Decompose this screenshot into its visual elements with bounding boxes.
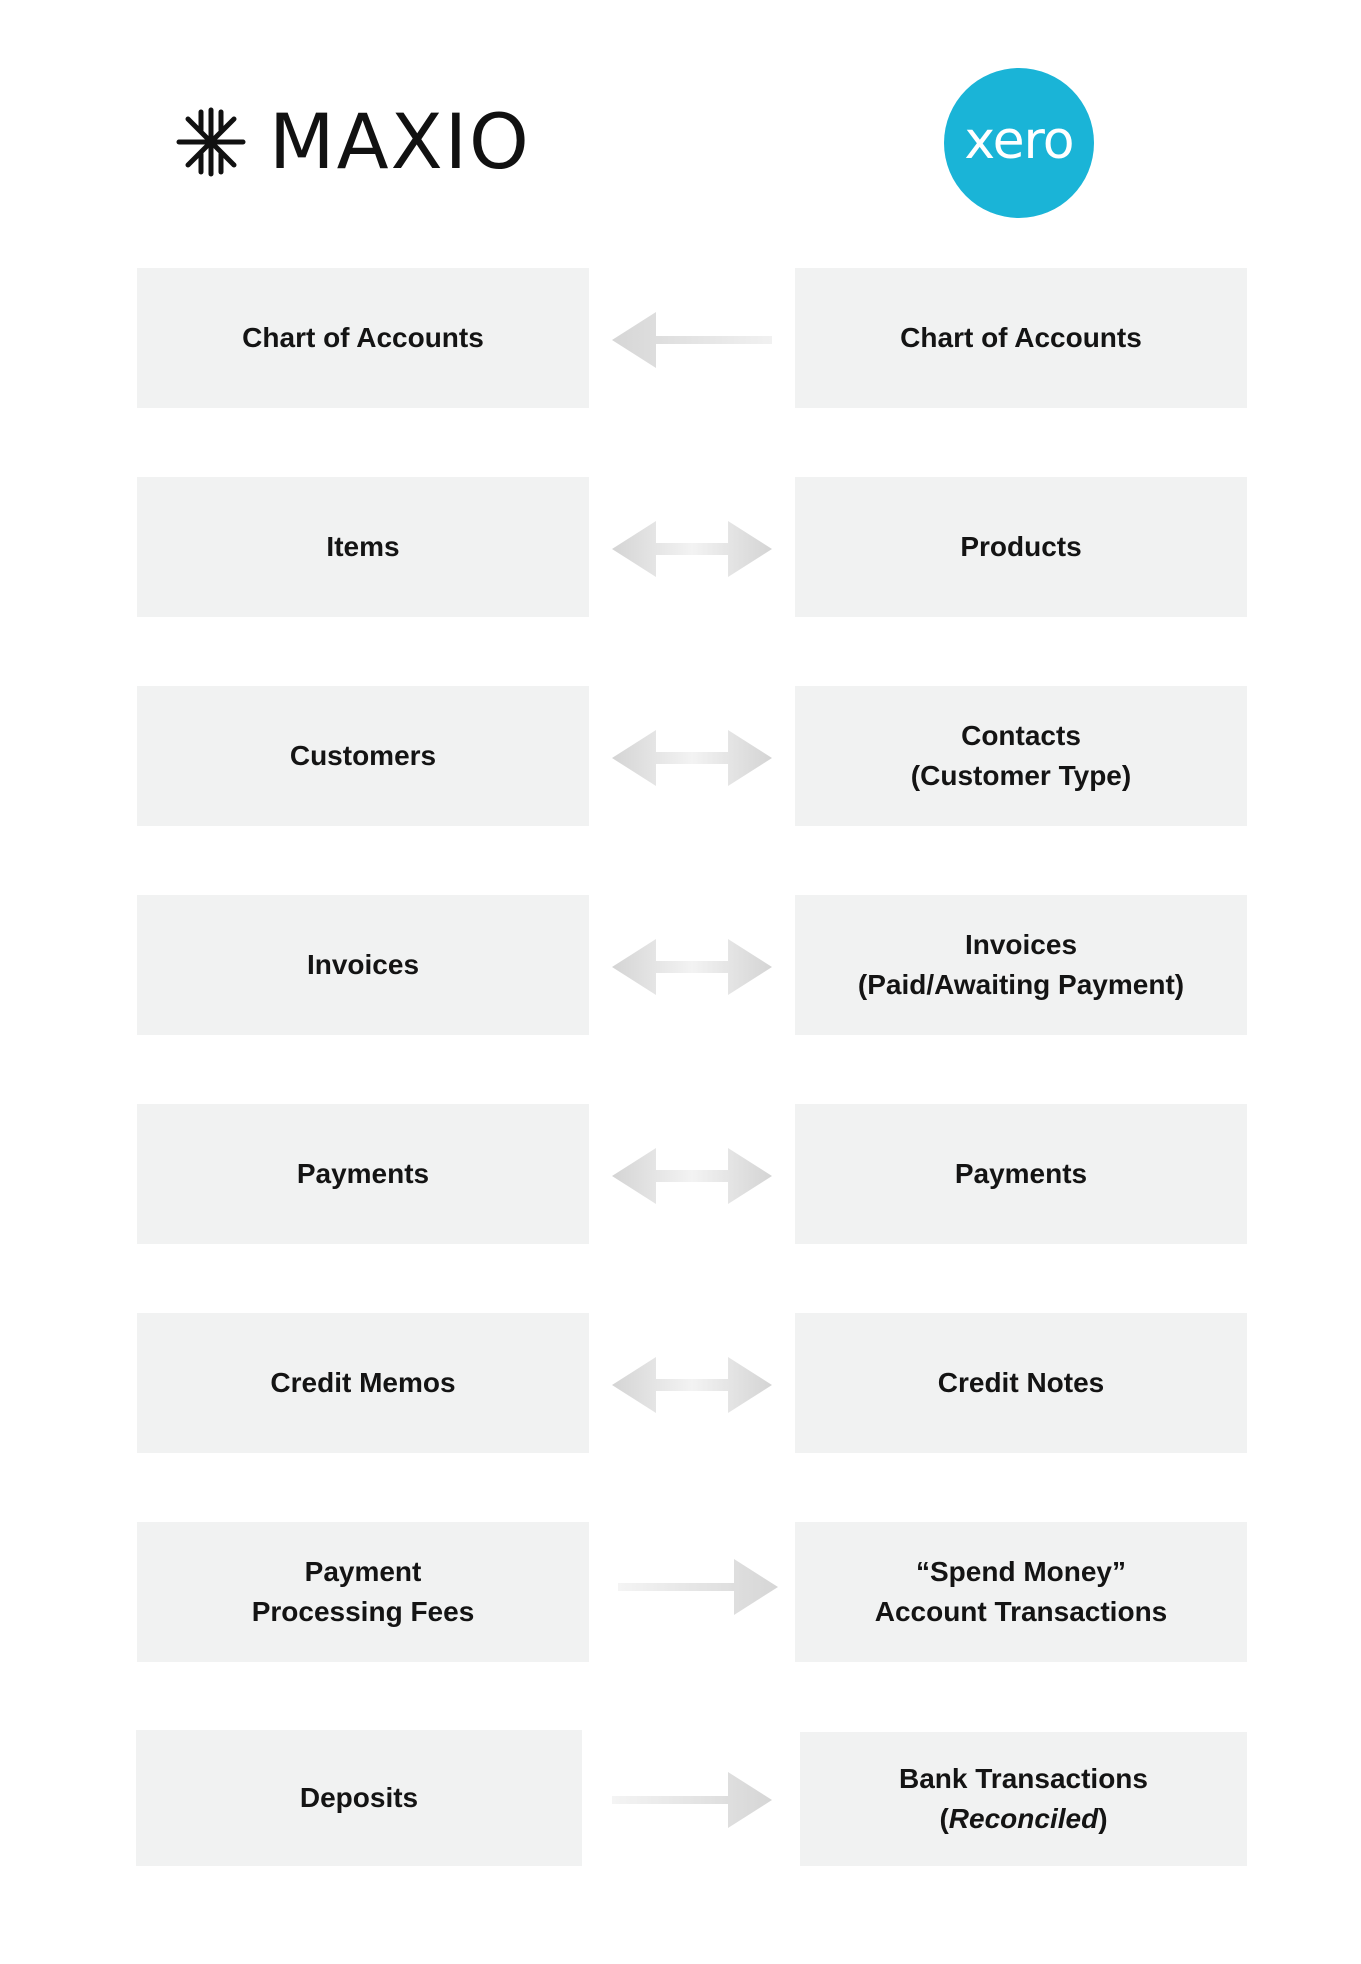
arrow-bidirectional-icon	[612, 939, 772, 995]
maxio-entity-label: Items	[326, 531, 400, 562]
maxio-wordmark: MAXIO	[269, 97, 531, 186]
reconciled-emphasis: Reconciled	[948, 1803, 1099, 1834]
xero-entity-label: Bank Transactions	[899, 1763, 1148, 1794]
maxio-entity-box	[137, 1313, 589, 1453]
maxio-snowflake-icon	[175, 106, 247, 178]
arrow-bidirectional-icon	[612, 1357, 772, 1413]
maxio-entity-label: Credit Memos	[270, 1367, 456, 1398]
xero-wordmark: xero	[964, 111, 1074, 171]
arrow-bidirectional-icon	[612, 521, 772, 577]
xero-entity-box	[795, 1104, 1247, 1244]
xero-entity-box	[795, 686, 1247, 826]
xero-entity-box	[795, 1522, 1247, 1662]
maxio-entity-box	[137, 268, 589, 408]
maxio-entity-label: Payments	[296, 1158, 430, 1189]
maxio-entity-label: Payment	[304, 1556, 422, 1587]
xero-entity-box	[800, 1732, 1247, 1866]
maxio-logo	[175, 97, 531, 186]
maxio-entity-box	[137, 1104, 589, 1244]
maxio-entity-box	[137, 686, 589, 826]
xero-entity-box	[795, 1313, 1247, 1453]
arrow-bidirectional-icon	[612, 730, 772, 786]
arrow-left-icon	[612, 312, 772, 368]
maxio-entity-box	[136, 1730, 582, 1866]
maxio-entity-label: Customers	[289, 740, 437, 771]
xero-entity-label-line2: Account Transactions	[874, 1596, 1168, 1627]
xero-entity-label: Credit Notes	[937, 1367, 1105, 1398]
arrow-right-icon	[618, 1559, 778, 1615]
maxio-entity-label: Deposits	[299, 1782, 419, 1813]
xero-entity-sublabel: (Reconciled)	[939, 1803, 1108, 1834]
xero-entity-label: Invoices	[964, 929, 1078, 960]
xero-entity-box	[795, 477, 1247, 617]
maxio-entity-box	[137, 895, 589, 1035]
arrow-bidirectional-icon	[612, 1148, 772, 1204]
maxio-entity-label-line2: Processing Fees	[251, 1596, 475, 1627]
xero-entity-label: “Spend Money”	[915, 1556, 1126, 1587]
xero-entity-label: Payments	[954, 1158, 1088, 1189]
xero-entity-label: Chart of Accounts	[900, 322, 1142, 353]
maxio-entity-label: Invoices	[306, 949, 420, 980]
xero-entity-label: Contacts	[961, 720, 1081, 751]
xero-entity-box	[795, 268, 1247, 408]
maxio-entity-box	[137, 1522, 589, 1662]
xero-entity-sublabel: (Paid/Awaiting Payment)	[857, 969, 1185, 1000]
xero-logo	[944, 68, 1094, 218]
maxio-entity-box	[137, 477, 589, 617]
xero-entity-sublabel: (Customer Type)	[910, 760, 1132, 791]
arrow-right-icon	[612, 1772, 772, 1828]
xero-entity-box	[795, 895, 1247, 1035]
xero-entity-label: Products	[960, 531, 1082, 562]
maxio-entity-label: Chart of Accounts	[242, 322, 484, 353]
